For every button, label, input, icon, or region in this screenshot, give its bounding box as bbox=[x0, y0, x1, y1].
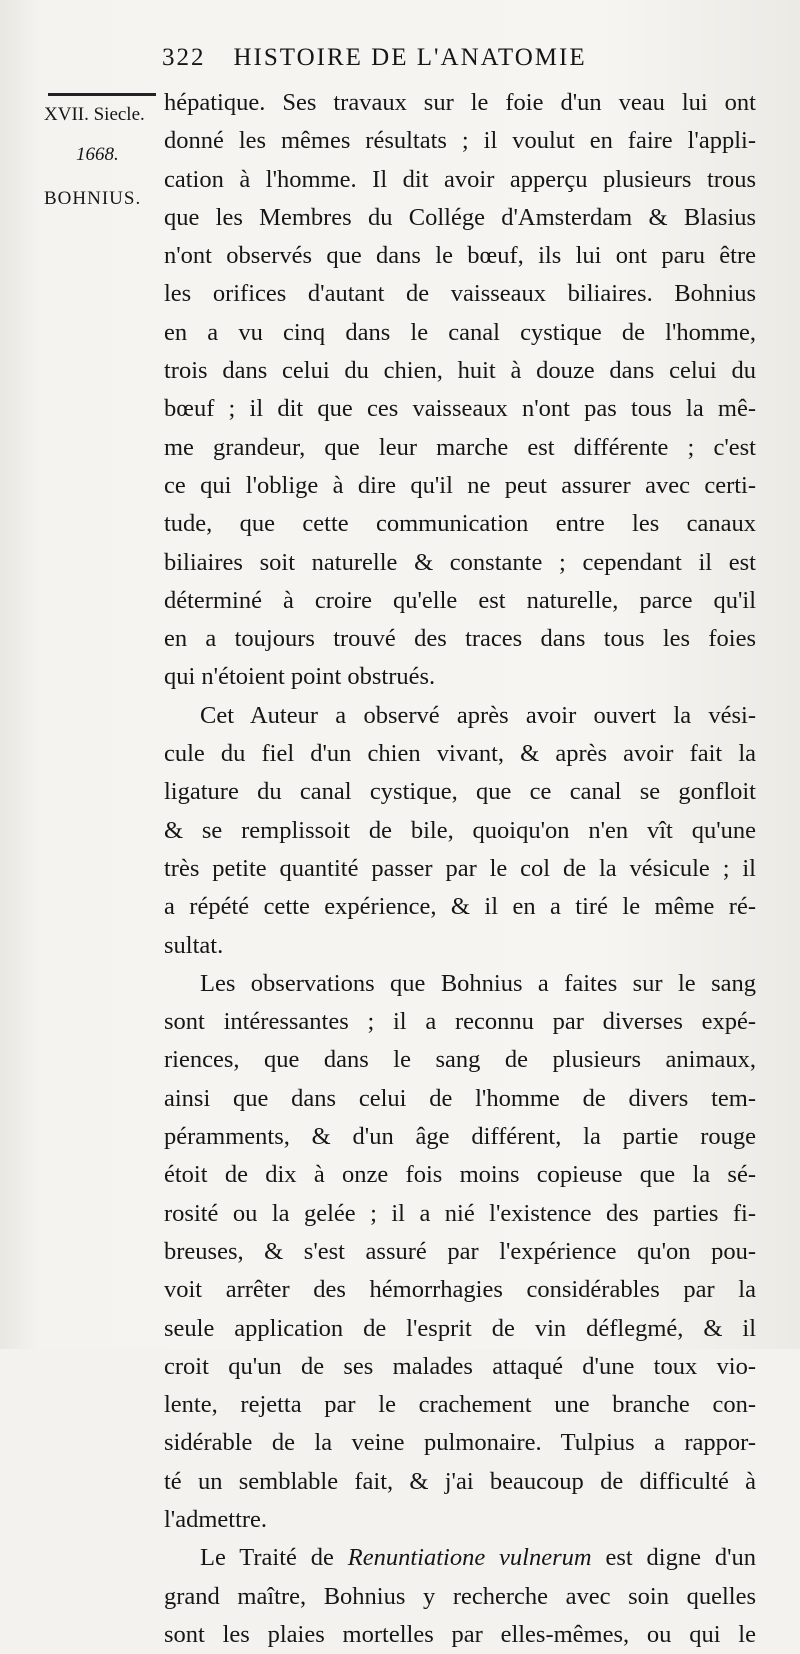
margin-note-year: 1668. bbox=[76, 144, 119, 165]
text-line: sont les plaies mortelles par elles-mêmes, ou qui le bbox=[164, 1620, 756, 1648]
text-line: & se remplissoit de bile, quoiqu'on n'en vît qu'une bbox=[164, 816, 756, 844]
text-line: cule du fiel d'un chien vivant, & après avoir fait la bbox=[164, 740, 756, 768]
text-line: biliaires soit naturelle & constante ; cependant il est bbox=[164, 548, 756, 576]
text-line: sont intéressantes ; il a reconnu par diverses expé- bbox=[164, 1008, 756, 1036]
text-line: hépatique. Ses travaux sur le foie d'un veau lui ont bbox=[164, 89, 756, 116]
text-line: té un semblable fait, & j'ai beaucoup de difficulté à bbox=[164, 1467, 756, 1495]
text-line bbox=[164, 1539, 756, 1577]
text-line: a répété cette expérience, & il en a tiré le même ré- bbox=[164, 893, 756, 921]
body-lines bbox=[164, 84, 756, 1539]
text-line: en a vu cinq dans le canal cystique de l'homme, bbox=[164, 318, 756, 346]
text-line: donné les mêmes résultats ; il voulut en faire l'appli- bbox=[164, 127, 756, 155]
margin-rule bbox=[48, 93, 156, 96]
text-line: l'admettre. bbox=[164, 1505, 268, 1533]
text-line: déterminé à croire qu'elle est naturelle, parce qu'il bbox=[164, 586, 756, 614]
text-line: les orifices d'autant de vaisseaux biliaires. Bohnius bbox=[164, 280, 756, 308]
margin-note-author: BOHNIUS. bbox=[44, 188, 142, 209]
text-line: seule application de l'esprit de vin déflegmé, & il bbox=[164, 1314, 756, 1342]
text-line: péramments, & d'un âge différent, la partie rouge bbox=[164, 1123, 756, 1151]
text-fragment: est digne d'un bbox=[591, 1544, 756, 1572]
text-line: rosité ou la gelée ; il a nié l'existence des parties fi- bbox=[164, 1199, 756, 1227]
text-line: tude, que cette communication entre les canaux bbox=[164, 510, 756, 538]
text-line: Cet Auteur a observé après avoir ouvert la vési- bbox=[200, 701, 756, 729]
text-line: riences, que dans le sang de plusieurs animaux, bbox=[164, 1046, 756, 1074]
text-line: grand maître, Bohnius y recherche avec soin quelles bbox=[164, 1582, 756, 1610]
text-line: étoit de dix à onze fois moins copieuse que la sé- bbox=[164, 1161, 756, 1189]
text-line: cation à l'homme. Il dit avoir apperçu plusieurs trous bbox=[164, 165, 756, 193]
text-line: croit qu'un de ses malades attaqué d'une toux vio- bbox=[164, 1352, 756, 1380]
body-text bbox=[164, 84, 756, 1654]
text-line: bœuf ; il dit que ces vaisseaux n'ont pas tous la mê- bbox=[164, 395, 756, 423]
text-line: en a toujours trouvé des traces dans tous les foies bbox=[164, 625, 756, 653]
text-line: que les Membres du Collége d'Amsterdam & Blasius bbox=[164, 203, 756, 231]
text-line: Les observations que Bohnius a faites sur le sang bbox=[200, 969, 756, 997]
text-line: n'ont observés que dans le bœuf, ils lui ont paru être bbox=[164, 242, 756, 270]
text-line: ligature du canal cystique, que ce canal se gonfloit bbox=[164, 778, 756, 806]
text-line: sidérable de la veine pulmonaire. Tulpius a rappor- bbox=[164, 1429, 756, 1457]
text-fragment: Le Traité de bbox=[200, 1544, 348, 1572]
margin-note-century: XVII. Siecle. bbox=[44, 104, 145, 125]
text-line: qui n'étoient point obstrués. bbox=[164, 663, 436, 691]
running-header bbox=[162, 44, 762, 72]
page-number: 322 bbox=[162, 44, 206, 71]
text-line: très petite quantité passer par le col de la vésicule ; il bbox=[164, 854, 756, 882]
text-line: ainsi que dans celui de l'homme de divers tem- bbox=[164, 1084, 756, 1112]
running-title: HISTOIRE DE L'ANATOMIE bbox=[233, 44, 587, 71]
text-line: lente, rejetta par le crachement une branche con- bbox=[164, 1391, 756, 1419]
text-line: sultat. bbox=[164, 931, 224, 959]
text-line: breuses, & s'est assuré par l'expérience qu'on pou- bbox=[164, 1237, 756, 1265]
text-line: trois dans celui du chien, huit à douze dans celui du bbox=[164, 357, 756, 385]
text-line: me grandeur, que leur marche est différente ; c'est bbox=[164, 433, 756, 461]
text-line: voit arrêter des hémorrhagies considérables par la bbox=[164, 1276, 756, 1304]
italic-title: Renuntiatione vulnerum bbox=[347, 1544, 592, 1572]
text-line: ce qui l'oblige à dire qu'il ne peut assurer avec certi- bbox=[164, 471, 756, 499]
